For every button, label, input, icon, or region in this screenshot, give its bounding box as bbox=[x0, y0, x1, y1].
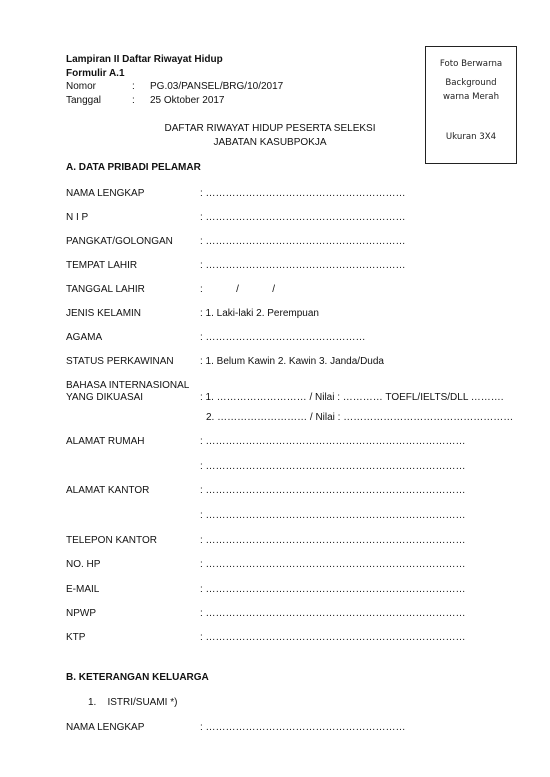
bahasa-label-line1: BAHASA INTERNASIONAL bbox=[66, 380, 190, 391]
pangkat-field: : …………………………………………………… bbox=[200, 236, 406, 247]
form-number: Formulir A.1 bbox=[66, 68, 125, 79]
document-subtitle: JABATAN KASUBPOKJA bbox=[213, 137, 327, 148]
tempat-lahir-label: TEMPAT LAHIR bbox=[66, 260, 138, 271]
document-title: DAFTAR RIWAYAT HIDUP PESERTA SELEKSI bbox=[164, 123, 376, 134]
photo-instruction-line2: Background bbox=[445, 78, 497, 88]
tanggal-value: 25 Oktober 2017 bbox=[150, 95, 225, 106]
agama-field: : ………………………………………… bbox=[200, 332, 366, 343]
section-a-heading: A. DATA PRIBADI PELAMAR bbox=[66, 162, 201, 173]
status-perkawinan-label: STATUS PERKAWINAN bbox=[66, 356, 174, 367]
spouse-nama-label: NAMA LENGKAP bbox=[66, 722, 145, 733]
photo-instruction-line1: Foto Berwarna bbox=[439, 59, 503, 69]
ktp-field: : …………………………………………………………………… bbox=[200, 632, 466, 643]
nama-lengkap-field: : …………………………………………………… bbox=[200, 188, 406, 199]
nama-lengkap-label: NAMA LENGKAP bbox=[66, 188, 145, 199]
email-field: : …………………………………………………………………… bbox=[200, 584, 466, 595]
nip-label: N I P bbox=[66, 212, 89, 223]
alamat-rumah-field-2: : …………………………………………………………………… bbox=[200, 461, 466, 472]
alamat-rumah-field-1: : …………………………………………………………………… bbox=[200, 436, 466, 447]
bahasa-field-2: 2. ……………………… / Nilai : …………………………………………… bbox=[206, 412, 514, 423]
alamat-rumah-label: ALAMAT RUMAH bbox=[66, 436, 145, 447]
spouse-subheading: 1. ISTRI/SUAMI *) bbox=[88, 697, 178, 708]
jenis-kelamin-field: : 1. Laki-laki 2. Perempuan bbox=[200, 308, 319, 319]
ktp-label: KTP bbox=[66, 632, 86, 643]
bahasa-field-1: : 1. ……………………… / Nilai : ………… TOEFL/IELTS/DLL ………. bbox=[200, 392, 504, 403]
alamat-kantor-field-1: : …………………………………………………………………… bbox=[200, 485, 466, 496]
npwp-label: NPWP bbox=[66, 608, 96, 619]
photo-placeholder-box bbox=[425, 46, 517, 164]
jenis-kelamin-label: JENIS KELAMIN bbox=[66, 308, 142, 319]
telepon-kantor-label: TELEPON KANTOR bbox=[66, 535, 157, 546]
nip-field: : …………………………………………………… bbox=[200, 212, 406, 223]
nomor-label: Nomor bbox=[66, 81, 97, 92]
nomor-value: PG.03/PANSEL/BRG/10/2017 bbox=[150, 81, 284, 92]
tanggal-lahir-label: TANGGAL LAHIR bbox=[66, 284, 145, 295]
status-perkawinan-field: : 1. Belum Kawin 2. Kawin 3. Janda/Duda bbox=[200, 356, 384, 367]
pangkat-label: PANGKAT/GOLONGAN bbox=[66, 236, 173, 247]
nomor-separator: : bbox=[132, 81, 135, 92]
section-b-heading: B. KETERANGAN KELUARGA bbox=[66, 672, 209, 683]
agama-label: AGAMA bbox=[66, 332, 103, 343]
photo-size-note: Ukuran 3X4 bbox=[445, 132, 497, 142]
telepon-kantor-field: : …………………………………………………………………… bbox=[200, 535, 466, 546]
tanggal-lahir-field: : / / bbox=[200, 284, 276, 295]
spouse-nama-field: : …………………………………………………… bbox=[200, 722, 406, 733]
alamat-kantor-label: ALAMAT KANTOR bbox=[66, 485, 150, 496]
alamat-kantor-field-2: : …………………………………………………………………… bbox=[200, 510, 466, 521]
bahasa-label-line2: YANG DIKUASAI bbox=[66, 392, 144, 403]
tanggal-separator: : bbox=[132, 95, 135, 106]
email-label: E-MAIL bbox=[66, 584, 100, 595]
tanggal-label: Tanggal bbox=[66, 95, 102, 106]
no-hp-field: : …………………………………………………………………… bbox=[200, 559, 466, 570]
attachment-title: Lampiran II Daftar Riwayat Hidup bbox=[66, 54, 223, 65]
no-hp-label: NO. HP bbox=[66, 559, 101, 570]
tempat-lahir-field: : …………………………………………………… bbox=[200, 260, 406, 271]
photo-instruction-line3: warna Merah bbox=[442, 92, 500, 102]
npwp-field: : …………………………………………………………………… bbox=[200, 608, 466, 619]
